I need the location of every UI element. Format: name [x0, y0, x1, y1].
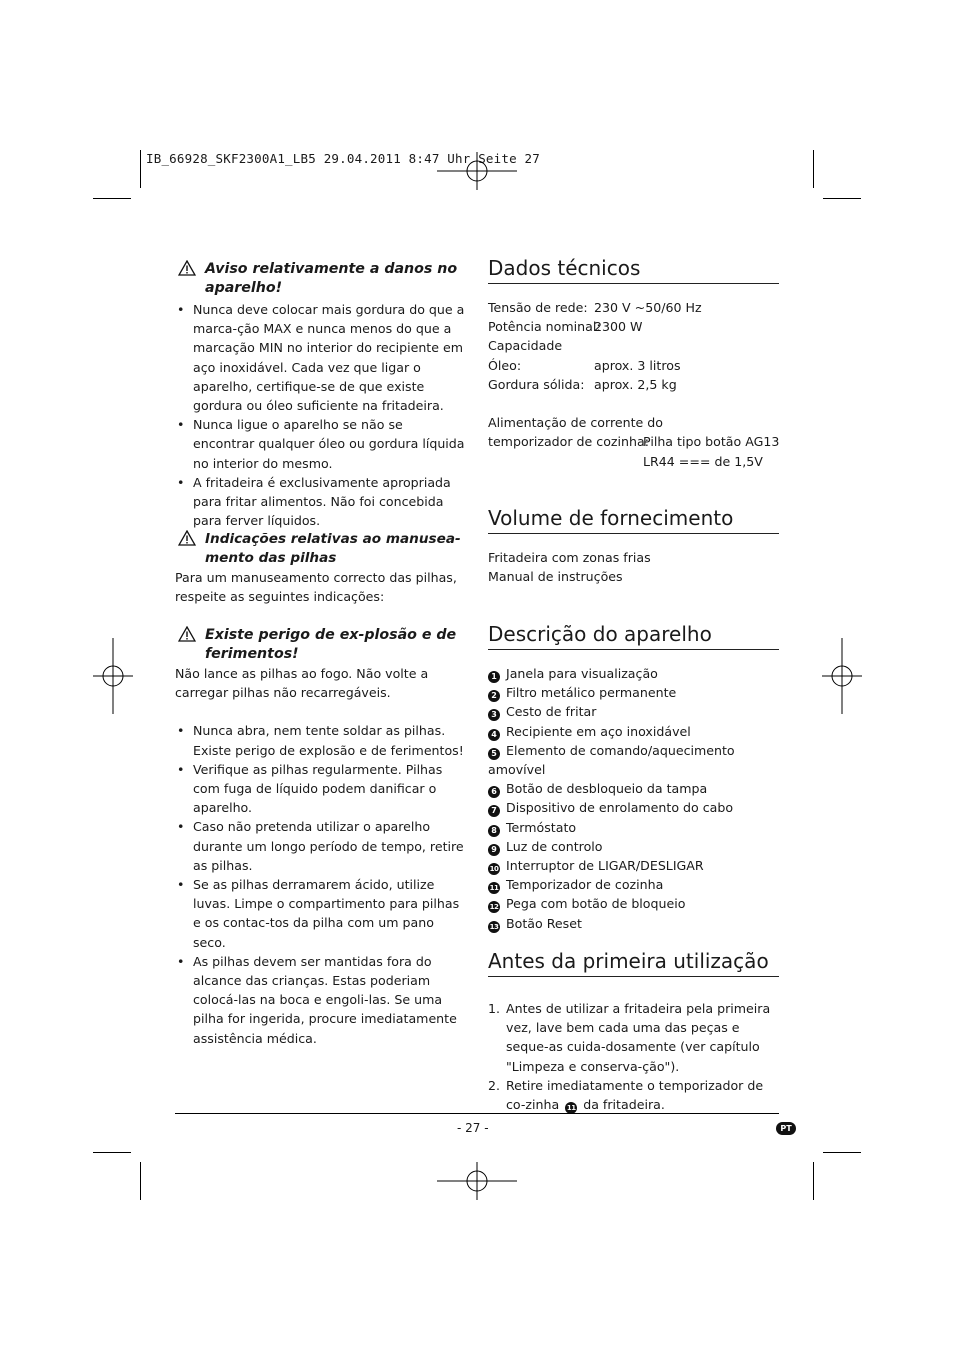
list-item: 2 Filtro metálico permanente — [488, 683, 779, 702]
list-item: 12 Pega com botão de bloqueio — [489, 896, 686, 912]
list-item: 4 Recipiente em aço inoxidável — [488, 722, 779, 741]
section-title: Descrição do aparelho — [488, 622, 779, 650]
part-number-badge: 11 — [489, 884, 499, 893]
part-number-badge: 6 — [488, 786, 500, 798]
print-slug: IB_66928_SKF2300A1_LB5 29.04.2011 8:47 Uhr Seite 27 — [146, 151, 541, 166]
list-item: 8 Termóstato — [488, 818, 779, 837]
page-number: - 27 - — [457, 1121, 489, 1135]
part-number-badge: 5 — [488, 748, 500, 760]
warning-icon — [178, 626, 196, 642]
section-title: Antes da primeira utilização — [488, 949, 779, 977]
list-item: 2. Retire imediatamente o temporizador de co-zinha 11 da fritadeira. — [488, 1077, 764, 1113]
list-item: 9 Luz de controlo — [488, 837, 779, 856]
part-number-badge: 7 — [488, 805, 500, 817]
part-number-badge: 9 — [488, 844, 500, 856]
list-item: 10 Interruptor de LIGAR/DESLIGAR — [489, 858, 704, 874]
list-item: • Caso não pretenda utilizar o aparelho durante um longo período de tempo, retire as pilhas. — [175, 817, 467, 875]
list-item: • Nunca abra, nem tente soldar as pilhas. Existe perigo de explosão e de ferimentos! — [175, 721, 467, 759]
section-description — [488, 622, 779, 933]
list-item: • As pilhas devem ser mantidas fora do alcance das crianças. Estas poderiam colocá-las na boca e engoli-las. Se uma pilha for ingerida, procure imediatamente assistência médica. — [175, 952, 467, 1048]
list-item: • Nunca ligue o aparelho se não se encontrar qualquer óleo ou gordura líquida no interior do mesmo. — [175, 415, 467, 473]
list-item: 1 Janela para visualização — [488, 664, 779, 683]
warning-batteries — [175, 530, 467, 606]
list-item: 3 Cesto de fritar — [488, 702, 779, 721]
list-item: • Se as pilhas derramarem ácido, utilize luvas. Limpe o compartimento para pilhas e os contac-tos da pilha com um pano seco. — [175, 875, 467, 952]
warning-heading: Aviso relativamente a danos no aparelho! — [175, 260, 467, 298]
section-title: Volume de fornecimento — [488, 506, 779, 534]
list-item: 6 Botão de desbloqueio da tampa — [488, 779, 779, 798]
warning-icon — [178, 260, 196, 276]
warning-heading: Indicações relativas ao manusea-mento das pilhas — [175, 530, 467, 568]
parts-list — [488, 664, 779, 933]
paragraph: Não lance as pilhas ao fogo. Não volte a carregar pilhas não recarregáveis. — [175, 666, 429, 701]
part-number-badge: 10 — [489, 865, 499, 874]
section-technical-data: Dados técnicos Tensão de rede: 230 V ~50/60 Hz Potência nominal: 2300 W Capacidade Óleo: aprox. 3 litros Gordura sólida: aprox. 2,5 kg Alimentação de corrente do temporizador de cozinha: Pilha tipo botão AG13 LR44 === de 1,5V — [488, 256, 780, 469]
section-title: Dados técnicos — [488, 256, 779, 284]
section-first-use — [488, 949, 779, 1114]
part-number-badge: 4 — [488, 729, 500, 741]
warning-device-damage — [175, 260, 467, 530]
list-item: 11 Temporizador de cozinha — [489, 877, 664, 893]
part-number-badge: 2 — [488, 690, 500, 702]
list-item: 7 Dispositivo de enrolamento do cabo — [488, 798, 779, 817]
warning-heading: Existe perigo de ex-plosão e de ferimentos! — [175, 626, 467, 664]
list-item: • Verifique as pilhas regularmente. Pilhas com fuga de líquido podem danificar o aparelho. — [175, 760, 467, 818]
part-number-badge: 1 — [488, 671, 500, 683]
warning-explosion — [175, 626, 467, 1048]
list-item: Fritadeira com zonas frias — [488, 550, 651, 565]
list-item: 5 Elemento de comando/aquecimento amovível — [488, 742, 735, 778]
list-item: Manual de instruções — [488, 569, 623, 585]
list-item: 1. Antes de utilizar a fritadeira pela primeira vez, lave bem cada uma das peças e seque-as cuida-dosamente (ver capítulo "Limpeza e conserva-ção"). — [488, 1001, 771, 1074]
paragraph: Para um manuseamento correcto das pilhas, respeite as seguintes indicações: — [175, 570, 457, 605]
part-number-badge: 11 — [566, 1104, 576, 1113]
list-item: • A fritadeira é exclusivamente apropriada para fritar alimentos. Não foi concebida para ferver líquidos. — [175, 473, 467, 531]
list-item: 13 Botão Reset — [489, 915, 582, 931]
language-badge: PT — [776, 1122, 796, 1135]
footer-rule — [175, 1113, 779, 1114]
part-number-badge: 3 — [488, 709, 500, 721]
section-supply — [488, 506, 779, 586]
part-number-badge: 12 — [489, 903, 499, 912]
part-number-badge: 8 — [488, 825, 500, 837]
part-number-badge: 13 — [489, 922, 499, 931]
list-item: • Nunca deve colocar mais gordura do que a marca-ção MAX e nunca menos do que a marcação MIN no interior do recipiente em aço inoxidável. Cada vez que ligar o aparelho, certifique-se de que existe gordura ou óleo suficiente na fritadeira. — [175, 300, 467, 415]
warning-icon — [178, 530, 196, 546]
